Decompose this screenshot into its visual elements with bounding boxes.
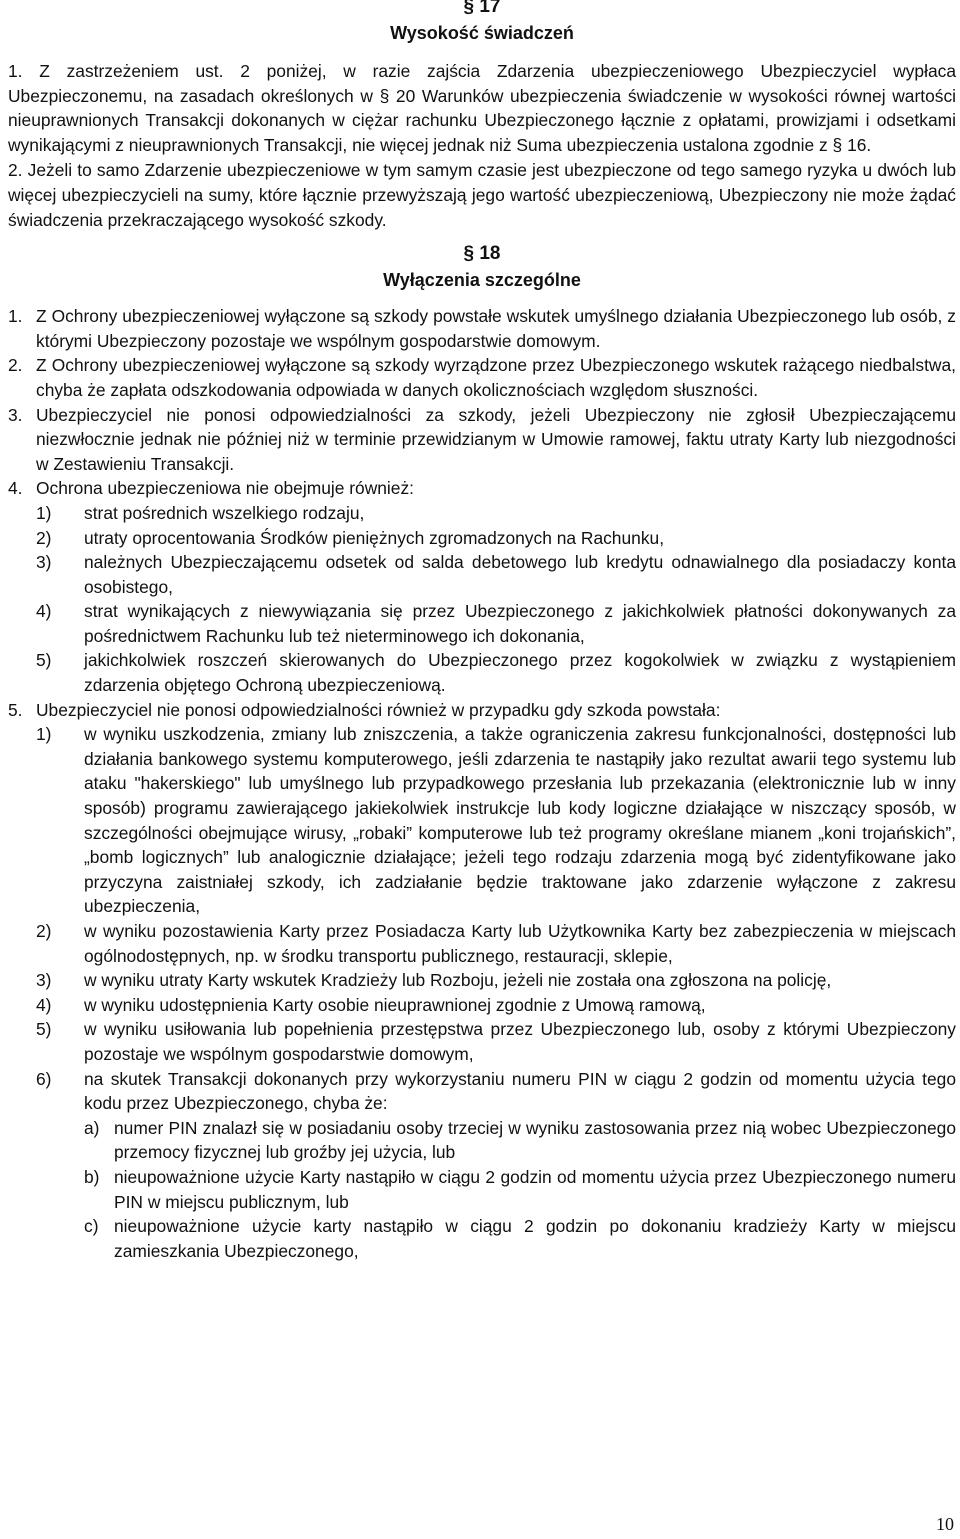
sub-list-item: 2) utraty oprocentowania Środków pieniężnych zgromadzonych na Rachunku, (36, 527, 665, 548)
sub-list-item: 3) w wyniku utraty Karty wskutek Kradzieży lub Rozboju, jeżeli nie została ona zgłoszona na policję, (36, 970, 832, 991)
sub-list-item: 1) strat pośrednich wszelkiego rodzaju, (36, 502, 365, 523)
section-18-title: Wyłączenia szczególne (383, 270, 581, 291)
list-item: 5. Ubezpieczyciel nie ponosi odpowiedzialności również w przypadku gdy szkoda powstała: (8, 699, 721, 720)
sub-list-item: 1) w wyniku uszkodzenia, zmiany lub zniszczenia, a także ograniczenia zakresu funkcjonalności, dostępności lub działania bankowego systemu komputerowego, jeśli zdarzenia te nastąpiły jako rezultat awarii tego systemu lub ataku "hakerskiego" lub umyślnego lub przypadkowego przesłania lub przekazania (elektronicznie lub w inny sposób) programu zawierającego jakiekolwiek instrukcje lub kody logiczne działające w niszczący sposób, w szczególności obejmujące wirusy, „robaki” komputerowe lub też programy określane mianem „koni trojańskich”, „bomb logicznych” lub analogicznie działające; jeżeli tego rodzaju zdarzenia mogą być zidentyfikowane jako przyczyna zaistniałej szkody, ich zadziałanie będzie traktowane jako zdarzenie wyłączone z zakresu ubezpieczenia, (36, 724, 956, 917)
document-page (8, 0, 956, 1263)
list-item: 4. Ochrona ubezpieczeniowa nie obejmuje również: (8, 478, 414, 499)
page-number: 10 (936, 1514, 954, 1534)
list-item: 3. Ubezpieczyciel nie ponosi odpowiedzialności za szkody, jeżeli Ubezpieczony nie zgłosił Ubezpieczającemu niezwłocznie jednak nie później niż w terminie przewidzianym w Umowie ramowej, faktu utraty Karty lub niezgodności w Zestawieniu Transakcji. (8, 404, 956, 474)
sub-list-item: 5) jakichkolwiek roszczeń skierowanych do Ubezpieczonego przez kogokolwiek w związku z wystąpieniem zdarzenia objętego Ochroną ubezpieczeniową. (36, 650, 956, 696)
list-item: 2. Z Ochrony ubezpieczeniowej wyłączone są szkody wyrządzone przez Ubezpieczonego wskutek rażącego niedbalstwa, chyba że zapłata odszkodowania odpowiada w danych okolicznościach względom słuszności. (8, 355, 956, 400)
sub-list-item: 2) w wyniku pozostawienia Karty przez Posiadacza Karty lub Użytkownika Karty bez zabezpieczenia w miejscach ogólnodostępnych, np. w środku transportu publicznego, restauracji, sklepie, (36, 921, 956, 966)
sub-list-item: 4) strat wynikających z niewywiązania się przez Ubezpieczonego z jakichkolwiek płatności dokonywanych za pośrednictwem Rachunku lub też nieterminowego ich dokonania, (36, 601, 956, 646)
sub-sub-list-item: b) nieupoważnione użycie Karty nastąpiło w ciągu 2 godzin od momentu użycia przez Ubezpieczonego numeru PIN w miejscu publicznym, lub (84, 1166, 956, 1212)
sub-list-item: 5) w wyniku usiłowania lub popełnienia przestępstwa przez Ubezpieczonego lub, osoby z którymi Ubezpieczony pozostaje we wspólnym gospodarstwie domowym, (36, 1019, 956, 1064)
list-item: 1. Z Ochrony ubezpieczeniowej wyłączone są szkody powstałe wskutek umyślnego działania Ubezpieczonego lub osób, z którymi Ubezpieczony pozostaje we wspólnym gospodarstwie domowym. (8, 306, 956, 351)
sub-list-item: 4) w wyniku udostępnienia Karty osobie nieuprawnionej zgodnie z Umową ramową, (36, 994, 706, 1015)
sub-sub-list-item: c) nieupoważnione użycie karty nastąpiło w ciągu 2 godzin po dokonaniu kradzieży Karty w miejscu zamieszkania Ubezpieczonego, (84, 1216, 956, 1261)
sub-list-item: 3) należnych Ubezpieczającemu odsetek od salda debetowego lub kredytu odnawialnego dla posiadaczy konta osobistego, (36, 552, 956, 597)
sub-sub-list-item: a) numer PIN znalazł się w posiadaniu osoby trzeciej w wyniku zastosowania przez nią wobec Ubezpieczonego przemocy fizycznej lub groźby jej użycia, lub (84, 1117, 956, 1163)
section-18-number: § 18 (463, 243, 501, 265)
section-17-number: § 17 (463, 0, 501, 17)
section-17-title: Wysokość świadczeń (390, 23, 574, 43)
section-17-paragraph-1: 1. Z zastrzeżeniem ust. 2 poniżej, w razie zajścia Zdarzenia ubezpieczeniowego Ubezpieczyciel wypłaca Ubezpieczonemu, na zasadach określonych w § 20 Warunków ubezpieczenia świadczenie w wysokości równej wartości nieuprawnionych Transakcji dokonanych w ciężar rachunku Ubezpieczonego łącznie z opłatami, prowizjami i odsetkami wynikającymi z nieuprawnionych Transakcji, nie więcej jednak niż Suma ubezpieczenia ustalona zgodnie z § 16. (8, 61, 956, 155)
sub-list-item: 6) na skutek Transakcji dokonanych przy wykorzystaniu numeru PIN w ciągu 2 godzin od momentu użycia tego kodu przez Ubezpieczonego, chyba że: (36, 1068, 956, 1114)
section-17-paragraph-2: 2. Jeżeli to samo Zdarzenie ubezpieczeniowe w tym samym czasie jest ubezpieczone od tego samego ryzyka u dwóch lub więcej ubezpieczycieli na sumy, które łącznie przewyższają jego wartość ubezpieczeniową, Ubezpieczony nie może żądać świadczenia przekraczającego wysokość szkody. (8, 160, 956, 230)
